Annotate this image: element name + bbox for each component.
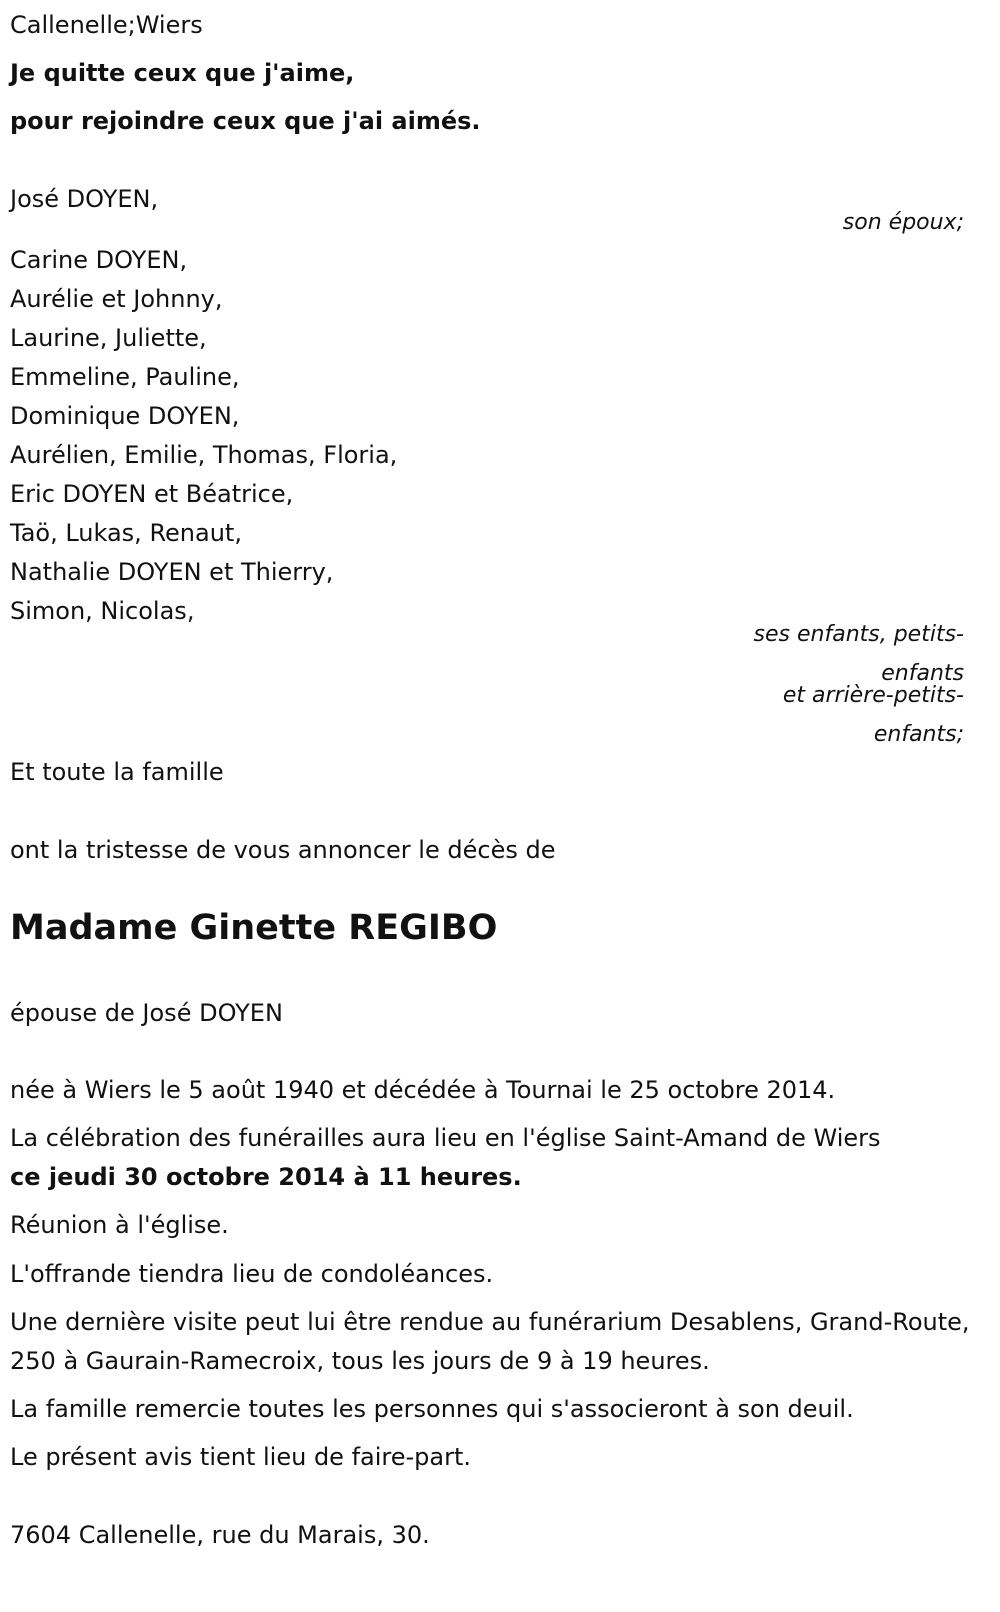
birth-death-info: née à Wiers le 5 août 1940 et décédée à Tournai le 25 octobre 2014. xyxy=(10,1076,836,1104)
location-header: Callenelle;Wiers xyxy=(10,11,203,39)
family-address: 7604 Callenelle, rue du Marais, 30. xyxy=(10,1521,430,1549)
offering-info: L'offrande tiendra lieu de condoléances. xyxy=(10,1260,494,1288)
family-member: Nathalie DOYEN et Thierry, xyxy=(10,558,334,586)
deceased-name: Madame Ginette REGIBO xyxy=(10,908,498,948)
family-member: Carine DOYEN, xyxy=(10,246,188,274)
family-member: Emmeline, Pauline, xyxy=(10,363,240,391)
family-member: Dominique DOYEN, xyxy=(10,402,240,430)
ceremony-info: La célébration des funérailles aura lieu en l'église Saint-Amand de Wiers xyxy=(10,1124,881,1152)
ceremony-date: ce jeudi 30 octobre 2014 à 11 heures. xyxy=(10,1163,522,1191)
quote-line-2: pour rejoindre ceux que j'ai aimés. xyxy=(10,107,481,135)
family-role-line-4: enfants; xyxy=(873,722,964,747)
announcement-intro: ont la tristesse de vous annoncer le décès de xyxy=(10,836,556,864)
visit-info: Une dernière visite peut lui être rendue au funérarium Desablens, Grand-Route, 250 à Gaurain-Ramecroix, tous les jours de 9 à 19 heures. xyxy=(10,1308,970,1375)
spouse-role: son époux; xyxy=(842,210,964,235)
family-role-line-2: enfants xyxy=(881,661,964,686)
family-member: Simon, Nicolas, xyxy=(10,597,195,625)
spouse-name: José DOYEN, xyxy=(10,185,159,213)
spouse-of: épouse de José DOYEN xyxy=(10,999,283,1027)
family-member: Laurine, Juliette, xyxy=(10,324,207,352)
notice-info: Le présent avis tient lieu de faire-part. xyxy=(10,1443,472,1471)
rest-of-family: Et toute la famille xyxy=(10,758,224,786)
family-role-line-1: ses enfants, petits- xyxy=(753,622,964,647)
family-member: Aurélie et Johnny, xyxy=(10,285,223,313)
thanks-info: La famille remercie toutes les personnes qui s'associeront à son deuil. xyxy=(10,1395,854,1423)
family-member: Taö, Lukas, Renaut, xyxy=(10,519,242,547)
family-member: Eric DOYEN et Béatrice, xyxy=(10,480,294,508)
family-role-line-3: et arrière-petits- xyxy=(782,683,964,708)
family-member: Aurélien, Emilie, Thomas, Floria, xyxy=(10,441,398,469)
meeting-info: Réunion à l'église. xyxy=(10,1211,229,1239)
quote-line-1: Je quitte ceux que j'aime, xyxy=(10,59,355,87)
